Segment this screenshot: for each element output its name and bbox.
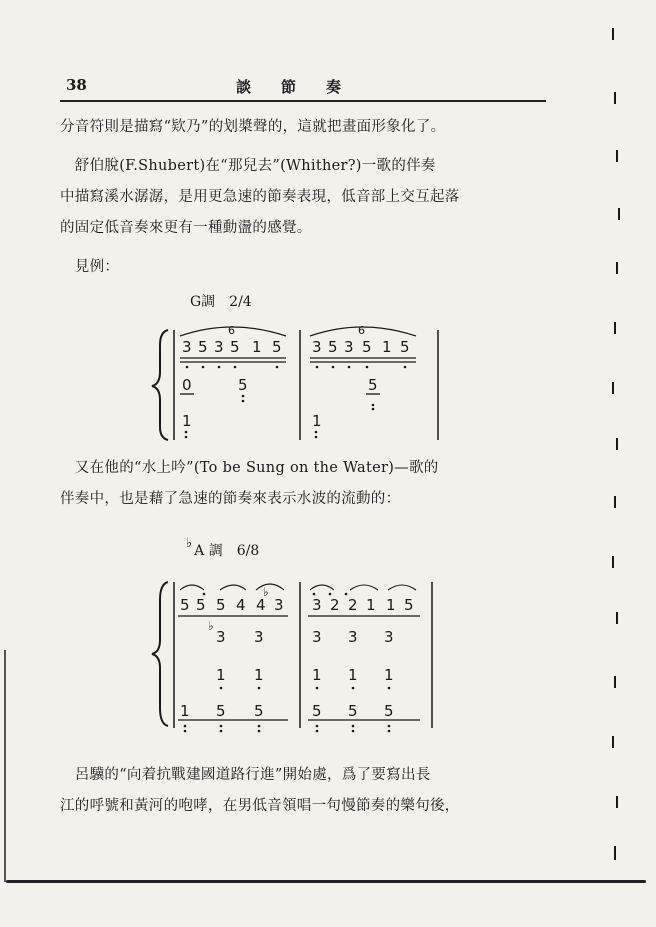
paragraph-line: 伴奏中，也是藉了急速的節奏來表示水波的流動的：: [60, 491, 401, 507]
note: 5: [384, 702, 394, 720]
note: 3: [182, 338, 192, 356]
accidental: ♭: [263, 585, 269, 599]
note: 0: [182, 376, 192, 394]
note: 5: [362, 338, 372, 356]
note: 3: [312, 628, 322, 646]
example2-key-label: A 調 6/8: [194, 543, 260, 559]
paragraph-line: 又在他的“水上吟”(To be Sung on the Water)—歌的: [60, 460, 439, 476]
binding-marks: [612, 28, 620, 860]
page-number: 38: [66, 76, 87, 94]
running-title-char: 談: [236, 78, 252, 96]
note: 5: [216, 596, 226, 614]
note: 5: [196, 596, 206, 614]
note: 3: [214, 338, 224, 356]
note: 5: [328, 338, 338, 356]
paragraph-line: 中描寫溪水潺潺，是用更急速的節奏表現，低音部上交互起落: [60, 189, 460, 205]
note: 5: [404, 596, 414, 614]
note: 2: [348, 596, 358, 614]
note: 1: [182, 412, 192, 430]
note: 5: [180, 596, 190, 614]
note: 5: [238, 376, 248, 394]
note: 1: [384, 666, 394, 684]
note: 1: [366, 596, 376, 614]
note: 3: [254, 628, 264, 646]
note: 1: [252, 338, 262, 356]
note: 4: [256, 596, 266, 614]
note: 3: [384, 628, 394, 646]
note: 5: [272, 338, 282, 356]
note: 1: [312, 412, 322, 430]
page-bottom-edge: [6, 880, 646, 883]
note: 1: [180, 702, 190, 720]
note: 1: [348, 666, 358, 684]
note: 2: [330, 596, 340, 614]
note: 1: [386, 596, 396, 614]
example-label: 見例：: [60, 259, 120, 275]
note: 3: [348, 628, 358, 646]
running-title-char: 奏: [326, 78, 342, 96]
note: 3: [274, 596, 284, 614]
note: 3: [312, 596, 322, 614]
note: 4: [236, 596, 246, 614]
note: 5: [368, 376, 378, 394]
flat-sign: ♭: [186, 536, 193, 551]
example1-brace: [152, 330, 168, 440]
note: 5: [198, 338, 208, 356]
running-title-char: 節: [281, 78, 297, 96]
example2-brace: [152, 582, 168, 726]
note: 1: [312, 666, 322, 684]
note: 1: [382, 338, 392, 356]
paragraph-line: 舒伯脫(F.Shubert)在“那兒去”(Whither?)一歌的伴奏: [60, 158, 436, 174]
note: 1: [216, 666, 226, 684]
accidental: ♭: [208, 619, 214, 633]
note: 5: [254, 702, 264, 720]
note: 5: [312, 702, 322, 720]
note: 5: [348, 702, 358, 720]
note: 5: [216, 702, 226, 720]
paragraph-line: 的固定低音奏來更有一種動盪的感覺。: [60, 220, 312, 236]
note: 5: [230, 338, 240, 356]
tuplet-number: 6: [358, 324, 365, 337]
page-left-edge: [4, 650, 6, 882]
paragraph-line: 江的呼號和黃河的咆哮，在男低音領唱一句慢節奏的樂句後，: [60, 798, 460, 814]
paragraph-line: 分音符則是描寫“欵乃”的划槳聲的，這就把畫面形象化了。: [60, 119, 446, 135]
note: 3: [216, 628, 226, 646]
note: 3: [312, 338, 322, 356]
example1-key-signature: G調 2/4: [190, 294, 252, 310]
paragraph-line: 呂驥的“向着抗戰建國道路行進”開始處，爲了要寫出長: [60, 767, 431, 783]
note: 3: [344, 338, 354, 356]
note: 1: [254, 666, 264, 684]
tuplet-number: 6: [228, 324, 235, 337]
note: 5: [400, 338, 410, 356]
